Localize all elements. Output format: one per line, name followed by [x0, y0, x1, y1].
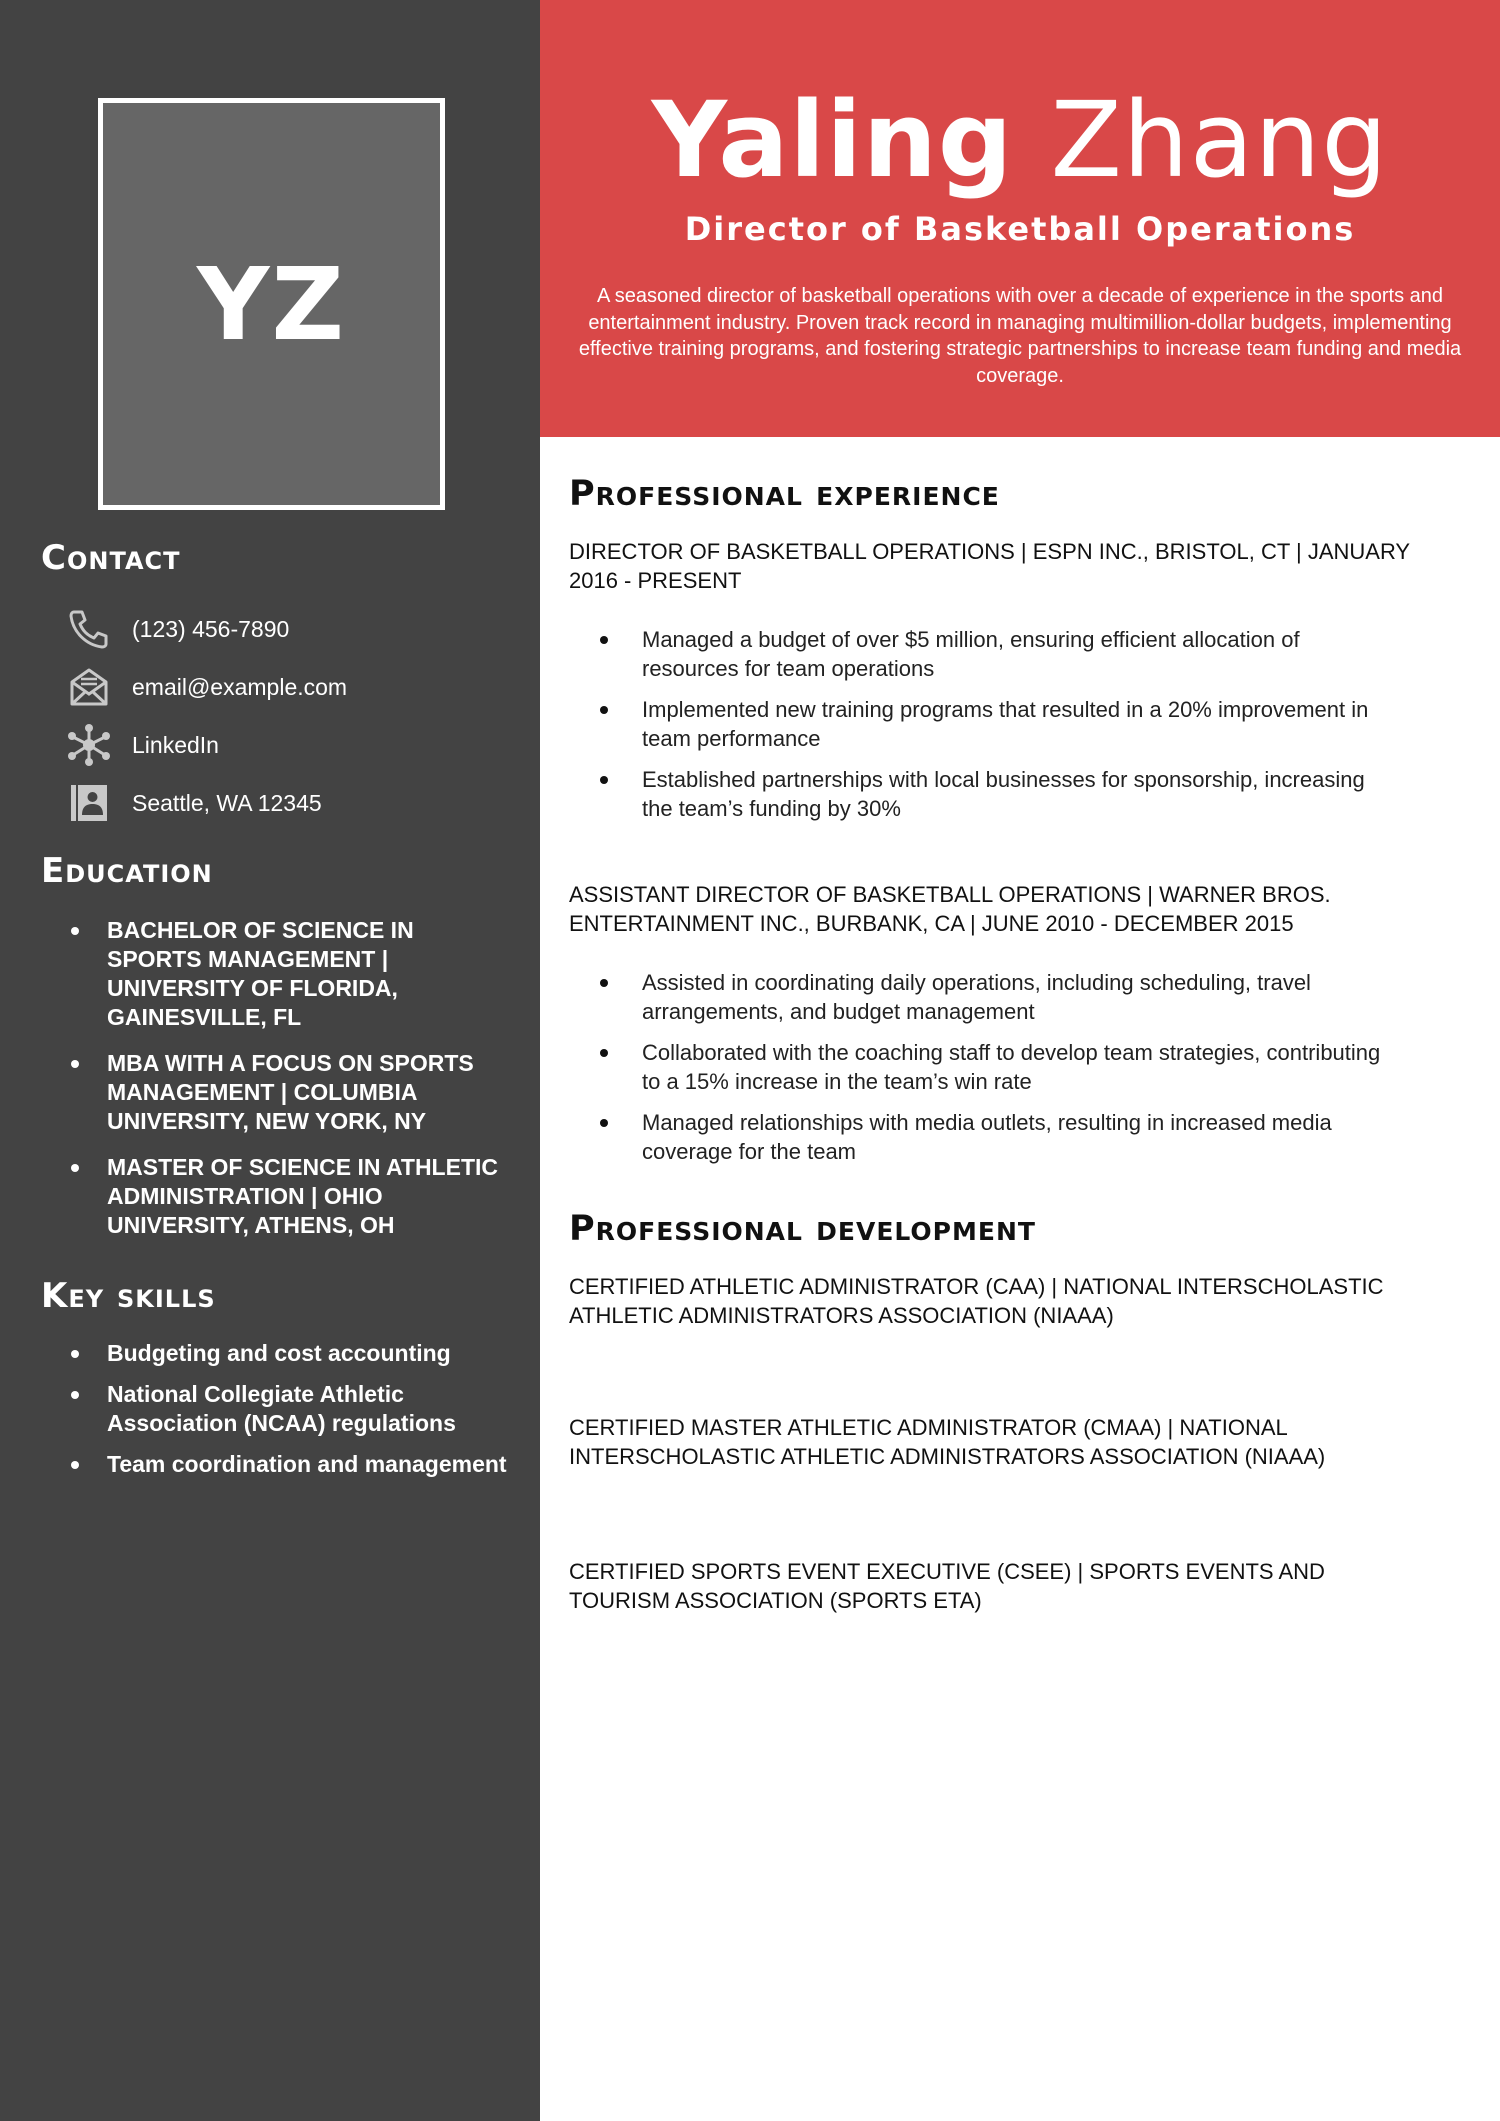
- summary: A seasoned director of basketball operations with over a decade of experience in the sports and entertainment industry. Proven track record in managing multimillion-dollar budgets, implementing effective training programs, and fostering strategic partnerships to increase team funding and media coverage.: [578, 285, 1462, 387]
- job-bullet: Managed a budget of over $5 million, ensuring efficient allocation of resources for team operations: [600, 625, 1400, 683]
- certification-item: CERTIFIED MASTER ATHLETIC ADMINISTRATOR (CMAA) | NATIONAL INTERSCHOLASTIC ATHLETIC ADMINISTRATORS ASSOCIATION (NIAAA): [569, 1415, 1326, 1469]
- skill-item: Team coordination and management: [64, 1450, 514, 1479]
- job-title-line: DIRECTOR OF BASKETBALL OPERATIONS | ESPN INC., BRISTOL, CT | JANUARY 2016 - PRESENT: [569, 539, 1410, 593]
- phone-text: (123) 456-7890: [132, 615, 290, 642]
- last-name: Zhang: [1050, 79, 1389, 201]
- job-title-line: ASSISTANT DIRECTOR OF BASKETBALL OPERATIONS | WARNER BROS. ENTERTAINMENT INC., BURBANK, CA | JUNE 2010 - DECEMBER 2015: [569, 882, 1331, 936]
- linkedin-icon: [66, 722, 112, 768]
- email-text: email@example.com: [132, 673, 348, 700]
- education-item: MBA WITH A FOCUS ON SPORTS MANAGEMENT | COLUMBIA UNIVERSITY, NEW YORK, NY: [64, 1049, 514, 1136]
- job-title: Director of Basketball Operations: [684, 210, 1356, 248]
- skills-list: [64, 1339, 514, 1491]
- experience-heading: Professional experience: [569, 474, 1000, 514]
- location-icon: [66, 780, 112, 826]
- contact-list: [66, 600, 506, 832]
- monogram-initials: YZ: [197, 245, 346, 363]
- contact-phone[interactable]: [66, 600, 506, 658]
- contact-email[interactable]: [66, 658, 506, 716]
- skill-item: Budgeting and cost accounting: [64, 1339, 514, 1368]
- skills-heading: Key skills: [41, 1276, 216, 1316]
- job-bullet: Established partnerships with local businesses for sponsorship, increasing the team’s funding by 30%: [600, 765, 1400, 823]
- phone-icon: [66, 606, 112, 652]
- location-text: Seattle, WA 12345: [132, 789, 322, 816]
- certification-item: CERTIFIED SPORTS EVENT EXECUTIVE (CSEE) | SPORTS EVENTS AND TOURISM ASSOCIATION (SPORTS ETA): [569, 1559, 1325, 1613]
- skill-item: National Collegiate Athletic Association (NCAA) regulations: [64, 1380, 514, 1438]
- contact-linkedin[interactable]: [66, 716, 506, 774]
- education-item: MASTER OF SCIENCE IN ATHLETIC ADMINISTRATION | OHIO UNIVERSITY, ATHENS, OH: [64, 1153, 514, 1240]
- job-bullet: Managed relationships with media outlets, resulting in increased media coverage for the team: [600, 1108, 1400, 1166]
- sidebar: [0, 0, 540, 2121]
- monogram-box: [98, 98, 445, 510]
- education-list: [64, 916, 514, 1257]
- job-bullet: Assisted in coordinating daily operations, including scheduling, travel arrangements, and budget management: [600, 968, 1400, 1026]
- job-bullet: Implemented new training programs that resulted in a 20% improvement in team performance: [600, 695, 1400, 753]
- education-heading: Education: [41, 851, 213, 891]
- candidate-name: [540, 80, 1500, 200]
- email-icon: [66, 664, 112, 710]
- contact-location[interactable]: [66, 774, 506, 832]
- job-bullets: [600, 625, 1400, 835]
- linkedin-text: LinkedIn: [132, 731, 219, 758]
- education-item: BACHELOR OF SCIENCE IN SPORTS MANAGEMENT | UNIVERSITY OF FLORIDA, GAINESVILLE, FL: [64, 916, 514, 1032]
- contact-heading: Contact: [41, 538, 181, 578]
- header-banner: [540, 0, 1500, 437]
- first-name: Yaling: [651, 79, 1014, 201]
- job-bullets: [600, 968, 1400, 1178]
- development-heading: Professional development: [569, 1209, 1036, 1249]
- certification-item: CERTIFIED ATHLETIC ADMINISTRATOR (CAA) | NATIONAL INTERSCHOLASTIC ATHLETIC ADMINISTRATORS ASSOCIATION (NIAAA): [569, 1274, 1384, 1328]
- job-bullet: Collaborated with the coaching staff to develop team strategies, contributing to a 15% increase in the team’s win rate: [600, 1038, 1400, 1096]
